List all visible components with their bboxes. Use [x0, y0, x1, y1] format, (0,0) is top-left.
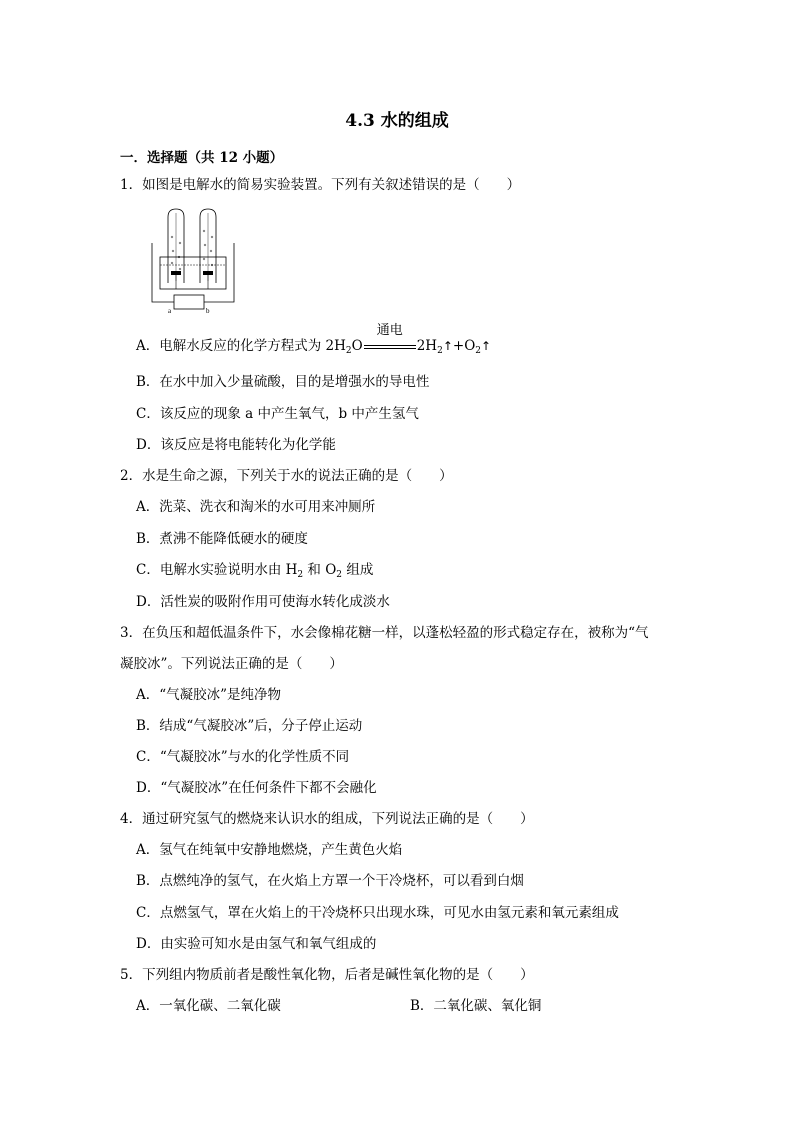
- gas-arrow-icon: ↑: [481, 339, 492, 353]
- question-4-option-a: A．氢气在纯氧中安静地燃烧，产生黄色火焰: [136, 842, 403, 858]
- question-2-option-c: C．电解水实验说明水由 $H_2$ 和 $O_2$ 组成: [136, 562, 374, 580]
- question-4-stem: 4．通过研究氢气的燃烧来认识水的组成，下列说法正确的是（ ）: [120, 811, 534, 827]
- question-2-option-b: B．煮沸不能降低硬水的硬度: [136, 531, 308, 547]
- question-3-stem-line-2: 凝胶冰”。下列说法正确的是（ ）: [120, 656, 343, 672]
- electrolysis-apparatus-diagram: [146, 207, 236, 315]
- question-2-stem: 2．水是生命之源，下列关于水的说法正确的是（ ）: [120, 468, 453, 484]
- section-heading: 一．选择题（共 12 小题）: [120, 150, 284, 166]
- question-3-option-c: C．“气凝胶冰”与水的化学性质不同: [136, 749, 350, 765]
- question-1-option-a: A．电解水反应的化学方程式为 $2H_2O$ 通电 $2H_2↑+O_2↑$: [136, 322, 492, 356]
- question-4-option-c: C．点燃氢气，罩在火焰上的干冷烧杯只出现水珠，可见水由氢元素和氧元素组成: [136, 905, 619, 921]
- question-1-option-b: B．在水中加入少量硫酸，目的是增强水的导电性: [136, 374, 430, 390]
- question-5-stem: 5．下列组内物质前者是酸性氧化物，后者是碱性氧化物的是（ ）: [120, 967, 534, 983]
- question-2-option-d: D．活性炭的吸附作用可使海水转化成淡水: [136, 594, 390, 610]
- reaction-condition: 通电: [364, 338, 416, 356]
- question-3-option-d: D．“气凝胶冰”在任何条件下都不会融化: [136, 780, 377, 796]
- question-4-option-d: D．由实验可知水是由氢气和氧气组成的: [136, 936, 377, 952]
- question-4-option-b: B．点燃纯净的氢气，在火焰上方罩一个干冷烧杯，可以看到白烟: [136, 873, 524, 889]
- label-a: a: [168, 307, 172, 315]
- question-5-option-b: B．二氧化碳、氧化铜: [410, 998, 542, 1014]
- question-5-option-a: A．一氧化碳、二氧化碳: [136, 998, 281, 1014]
- document-title: 4.3 水的组成: [345, 111, 449, 131]
- question-2-option-a: A．洗菜、洗衣和淘米的水可用来冲厕所: [136, 499, 376, 515]
- question-1-option-c: C．该反应的现象 a 中产生氧气，b 中产生氢气: [136, 406, 419, 422]
- question-3-option-b: B．结成“气凝胶冰”后，分子停止运动: [136, 718, 363, 734]
- label-b: b: [206, 307, 210, 315]
- question-3-option-a: A．“气凝胶冰”是纯净物: [136, 687, 282, 703]
- question-3-stem-line-1: 3．在负压和超低温条件下，水会像棉花糖一样，以蓬松轻盈的形式稳定存在，被称为“气: [120, 625, 649, 641]
- gas-arrow-icon: ↑: [442, 339, 453, 353]
- question-1-stem: 1．如图是电解水的简易实验装置。下列有关叙述错误的是（ ）: [120, 177, 521, 193]
- question-1-option-d: D．该反应是将电能转化为化学能: [136, 437, 336, 453]
